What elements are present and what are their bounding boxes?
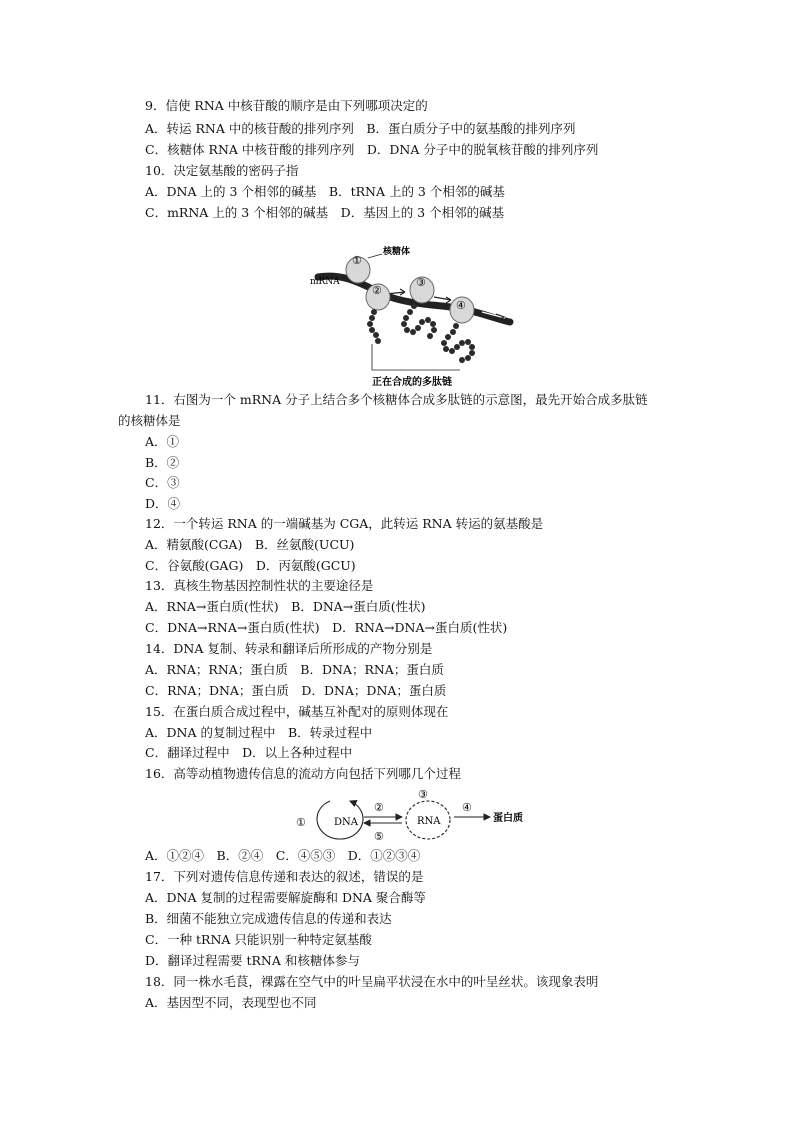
marker-4: ④ bbox=[462, 801, 472, 814]
q11-option-d: D．④ bbox=[145, 496, 181, 511]
q12-stem: 12．一个转运 RNA 的一端碱基为 CGA，此转运 RNA 转运的氨基酸是 bbox=[145, 516, 544, 531]
q17-stem: 17．下列对遗传信息传递和表达的叙述，错误的是 bbox=[145, 869, 424, 884]
polyribosome-figure bbox=[310, 242, 520, 390]
q17-option-c: C．一种 tRNA 只能识别一种特定氨基酸 bbox=[145, 932, 372, 947]
q11-option-b: B．② bbox=[145, 455, 180, 470]
q18-option-a: A．基因型不同，表现型也不同 bbox=[145, 995, 317, 1010]
rna-label: RNA bbox=[417, 816, 441, 827]
q11-stem-line1: 11．右图为一个 mRNA 分子上结合多个核糖体合成多肽链的示意图，最先开始合成多肽链 bbox=[145, 392, 648, 407]
marker-1: ① bbox=[296, 816, 306, 829]
q12-options-cd: C．谷氨酸(GAG) D．丙氨酸(GCU) bbox=[145, 558, 356, 573]
q17-option-a: A．DNA 复制的过程需要解旋酶和 DNA 聚合酶等 bbox=[145, 890, 426, 905]
ribosome-label: 核糖体 bbox=[383, 247, 411, 257]
marker-3: ③ bbox=[416, 276, 426, 289]
q11-option-c: C．③ bbox=[145, 475, 180, 490]
q16-stem: 16．高等动植物遗传信息的流动方向包括下列哪几个过程 bbox=[145, 766, 461, 781]
q9-options-cd: C．核糖体 RNA 中核苷酸的排列序列 D．DNA 分子中的脱氧核苷酸的排列序列 bbox=[145, 142, 599, 157]
q11-stem-line2: 的核糖体是 bbox=[118, 413, 181, 428]
q11-option-a: A．① bbox=[145, 434, 180, 449]
marker-1: ① bbox=[352, 254, 362, 267]
q13-stem: 13．真核生物基因控制性状的主要途径是 bbox=[145, 578, 374, 593]
q14-options-ab: A．RNA；RNA；蛋白质 B．DNA；RNA；蛋白质 bbox=[145, 662, 444, 677]
q16-options: A．①②④ B．②④ C．④⑤③ D．①②③④ bbox=[145, 848, 421, 863]
dna-label: DNA bbox=[334, 817, 358, 828]
q14-stem: 14．DNA 复制、转录和翻译后所形成的产物分别是 bbox=[145, 641, 433, 656]
q9-options-ab: A．转运 RNA 中的核苷酸的排列序列 B．蛋白质分子中的氨基酸的排列序列 bbox=[145, 121, 576, 136]
marker-4: ④ bbox=[456, 299, 466, 312]
marker-2: ② bbox=[374, 801, 384, 814]
q13-options-cd: C．DNA→RNA→蛋白质(性状) D．RNA→DNA→蛋白质(性状) bbox=[145, 620, 508, 635]
q15-stem: 15．在蛋白质合成过程中，碱基互补配对的原则体现在 bbox=[145, 704, 449, 719]
q14-options-cd: C．RNA；DNA；蛋白质 D．DNA；DNA；蛋白质 bbox=[145, 683, 447, 698]
marker-5: ⑤ bbox=[374, 830, 384, 843]
q17-option-d: D．翻译过程需要 tRNA 和核糖体参与 bbox=[145, 953, 360, 968]
q13-options-ab: A．RNA→蛋白质(性状) B．DNA→蛋白质(性状) bbox=[145, 599, 426, 614]
q15-options-cd: C．翻译过程中 D．以上各种过程中 bbox=[145, 745, 353, 760]
polypeptide-caption: 正在合成的多肽链 bbox=[372, 377, 452, 388]
marker-3: ③ bbox=[418, 788, 428, 801]
q18-stem: 18．同一株水毛茛，裸露在空气中的叶呈扁平状浸在水中的叶呈丝状。该现象表明 bbox=[145, 974, 599, 989]
q15-options-ab: A．DNA 的复制过程中 B．转录过程中 bbox=[145, 725, 373, 740]
mrna-label: mRNA bbox=[310, 277, 340, 287]
q10-options-cd: C．mRNA 上的 3 个相邻的碱基 D．基因上的 3 个相邻的碱基 bbox=[145, 205, 505, 220]
q10-options-ab: A．DNA 上的 3 个相邻的碱基 B．tRNA 上的 3 个相邻的碱基 bbox=[145, 184, 505, 199]
marker-2: ② bbox=[372, 284, 382, 297]
q12-options-ab: A．精氨酸(CGA) B．丝氨酸(UCU) bbox=[145, 537, 355, 552]
protein-label: 蛋白质 bbox=[493, 813, 523, 824]
central-dogma-figure bbox=[290, 786, 540, 848]
q9-stem: 9．信使 RNA 中核苷酸的顺序是由下列哪项决定的 bbox=[145, 98, 428, 113]
q10-stem: 10．决定氨基酸的密码子指 bbox=[145, 163, 299, 178]
q17-option-b: B．细菌不能独立完成遗传信息的传递和表达 bbox=[145, 911, 392, 926]
